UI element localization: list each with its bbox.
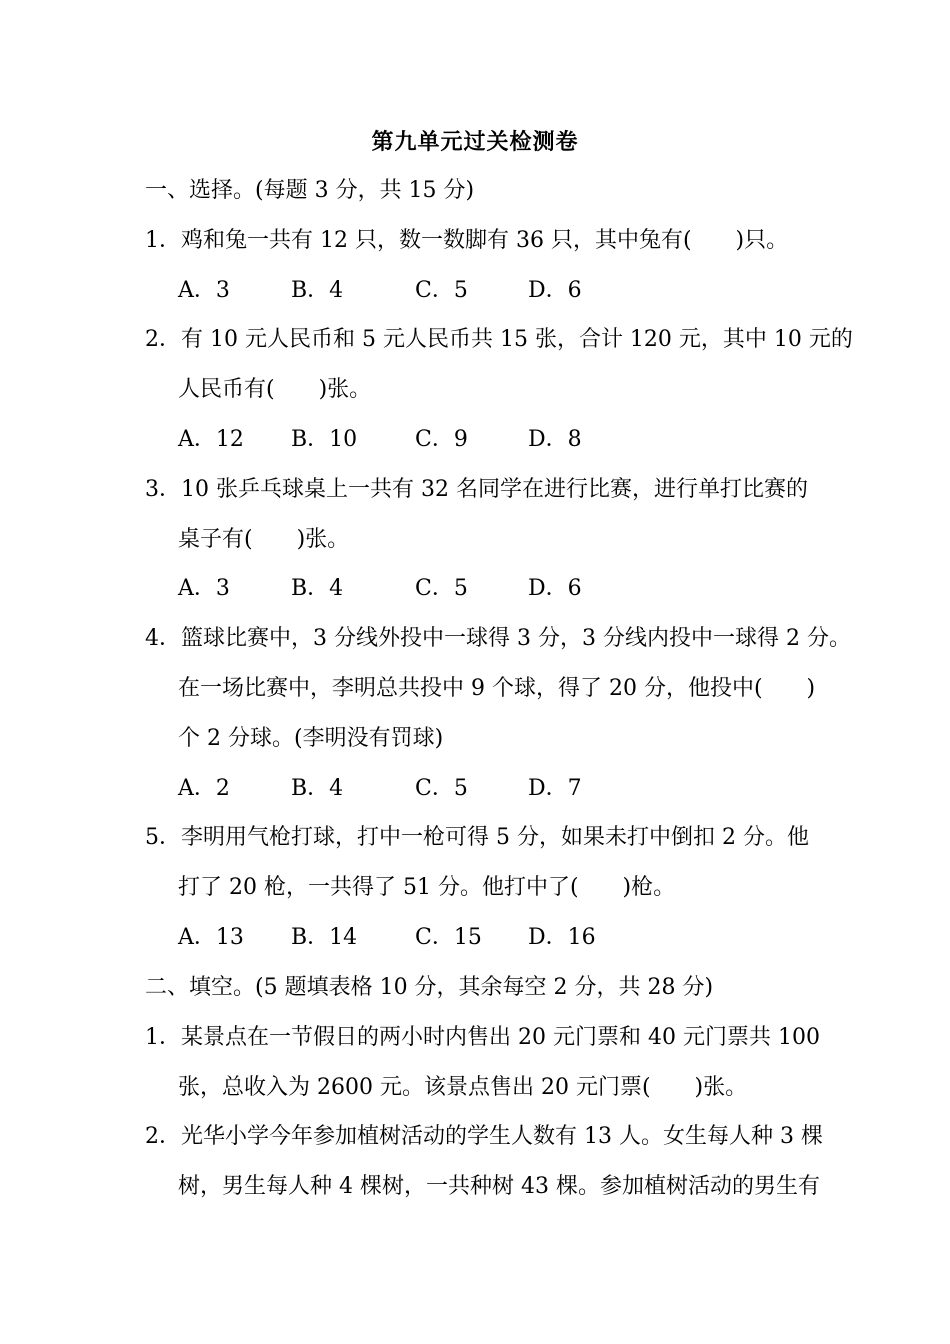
option-a: A．3 — [178, 576, 230, 601]
question-2-text-cont: 人民币有( )张。 — [178, 377, 372, 402]
option-c: C．15 — [415, 925, 482, 950]
section-heading-choice: 一、选择。(每题 3 分，共 15 分) — [145, 178, 475, 203]
option-b: B．4 — [291, 576, 344, 601]
option-c: C．5 — [415, 776, 468, 801]
section-heading-fill-in: 二、填空。(5 题填表格 10 分，其余每空 2 分，共 28 分) — [145, 975, 714, 1000]
option-b: B．10 — [291, 427, 358, 452]
question-3-text-cont: 桌子有( )张。 — [178, 527, 350, 552]
option-d: D．16 — [528, 925, 596, 950]
option-a: A．2 — [178, 776, 230, 801]
option-b: B．4 — [291, 278, 344, 303]
question-3-text: 3．10 张乒乓球桌上一共有 32 名同学在进行比赛，进行单打比赛的 — [145, 477, 808, 502]
fill-question-2-text-cont: 树，男生每人种 4 棵树，一共种树 43 棵。参加植树活动的男生有 — [178, 1174, 820, 1199]
question-4-text: 4．篮球比赛中，3 分线外投中一球得 3 分，3 分线内投中一球得 2 分。 — [145, 626, 851, 651]
option-b: B．4 — [291, 776, 344, 801]
question-5-text-cont: 打了 20 枪，一共得了 51 分。他打中了( )枪。 — [178, 875, 676, 900]
fill-question-2-text: 2．光华小学今年参加植树活动的学生人数有 13 人。女生每人种 3 棵 — [145, 1124, 823, 1149]
fill-question-1-text: 1．某景点在一节假日的两小时内售出 20 元门票和 40 元门票共 100 — [145, 1025, 820, 1050]
option-d: D．7 — [528, 776, 582, 801]
option-d: D．6 — [528, 278, 582, 303]
fill-question-1-text-cont: 张，总收入为 2600 元。该景点售出 20 元门票( )张。 — [178, 1075, 748, 1100]
question-2-text: 2．有 10 元人民币和 5 元人民币共 15 张，合计 120 元，其中 10 元的 — [145, 327, 853, 352]
question-5-text: 5．李明用气枪打球，打中一枪可得 5 分，如果未打中倒扣 2 分。他 — [145, 825, 809, 850]
question-4-text-cont-2: 个 2 分球。(李明没有罚球) — [178, 726, 444, 751]
option-d: D．6 — [528, 576, 582, 601]
question-1-text: 1．鸡和兔一共有 12 只，数一数脚有 36 只，其中兔有( )只。 — [145, 228, 789, 253]
option-a: A．13 — [178, 925, 244, 950]
option-b: B．14 — [291, 925, 358, 950]
option-d: D．8 — [528, 427, 582, 452]
option-a: A．12 — [178, 427, 244, 452]
page-title: 第九单元过关检测卷 — [371, 129, 579, 155]
option-c: C．9 — [415, 427, 468, 452]
option-c: C．5 — [415, 278, 468, 303]
question-4-text-cont: 在一场比赛中，李明总共投中 9 个球，得了 20 分，他投中( ) — [178, 676, 816, 701]
option-a: A．3 — [178, 278, 230, 303]
option-c: C．5 — [415, 576, 468, 601]
